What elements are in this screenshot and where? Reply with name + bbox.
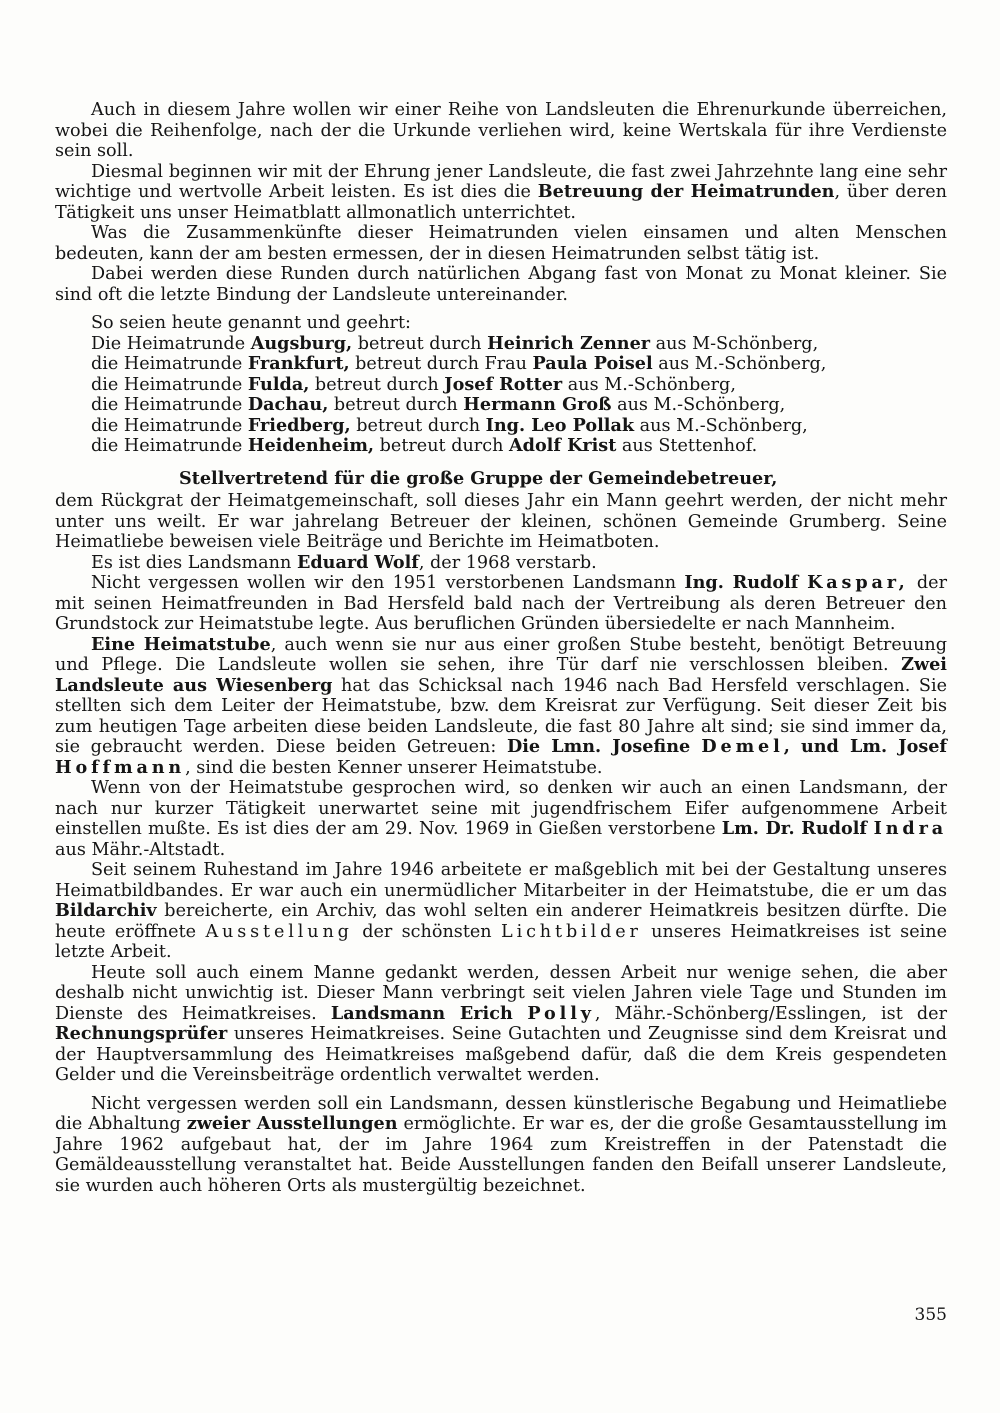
list-item: Die Heimatrunde Augsburg, betreut durch Heinrich Zenner aus M-Schönberg, <box>91 332 819 354</box>
paragraph-bildarchiv: Seit seinem Ruhestand im Jahre 1946 arbeitete er maßgeblich mit bei der Gestaltung unseres Heimatbildbandes. Er war auch ein unermüdlicher Mitarbeiter in der Heimatstube, die er um das Bildarchiv bereicherte, ein Archiv, das wohl selten ein anderer Heimatkreis besitzen dürfte. Die heute eröffnete Ausstellung der schönsten Lichtbilder unseres Heimatkreises ist seine letzte Arbeit. <box>55 860 947 962</box>
paragraph-eduard-wolf: Es ist dies Landsmann Eduard Wolf, der 1968 verstarb. <box>91 551 597 573</box>
paragraph-indra: Wenn von der Heimatstube gesprochen wird, so denken wir auch an einen Landsmann, der nach nur kurzer Tätigkeit unerwartet seine mit jugendfrischem Eifer aufgenommene Arbeit einstellen mußte. Es ist dies der am 29. Nov. 1969 in Gießen verstorbene Lm. Dr. Rudolf Indra aus Mähr.-Altstadt. <box>55 778 947 860</box>
body-text <box>55 100 947 1196</box>
section-heading: Stellvertretend für die große Gruppe der Gemeindebetreuer, <box>179 467 778 489</box>
list-item: die Heimatrunde Fulda, betreut durch Josef Rotter aus M.-Schönberg, <box>91 373 736 395</box>
paragraph-kaspar: Nicht vergessen wollen wir den 1951 verstorbenen Landsmann Ing. Rudolf Kaspar, der mit seinen Heimatfreunden in Bad Hersfeld bald nach der Vertreibung als deren Betreuer den Grundstock zur Heimatstube legte. Aus beruflichen Gründen übersiedelte er nach Mannheim. <box>55 572 948 634</box>
list-item: die Heimatrunde Heidenheim, betreut durch Adolf Krist aus Stettenhof. <box>91 435 758 456</box>
paragraph-rueckgrat: dem Rückgrat der Heimatgemeinschaft, soll dieses Jahr ein Mann geehrt werden, der nicht mehr unter uns weilt. Er war jahrelang Betreuer der kleinen, schönen Gemeinde Grumberg. Seine Heimatliebe beweisen viele Beiträge und Berichte im Heimatboten. <box>55 491 947 552</box>
paragraph-abgang: Dabei werden diese Runden durch natürlichen Abgang fast von Monat zu Monat kleiner. Sie sind oft die letzte Bindung der Landsleute untereinander. <box>55 264 947 305</box>
list-item: die Heimatrunde Dachau, betreut durch Hermann Groß aus M.-Schönberg, <box>91 394 786 415</box>
list-item: die Heimatrunde Friedberg, betreut durch Ing. Leo Pollak aus M.-Schönberg, <box>91 414 808 436</box>
list-item: die Heimatrunde Frankfurt, betreut durch Frau Paula Poisel aus M.-Schönberg, <box>91 353 827 374</box>
paragraph-ausstellungen: Nicht vergessen werden soll ein Landsmann, dessen künstlerische Begabung und Heimatliebe die Abhaltung zweier Ausstellungen ermöglichte. Er war es, der die große Gesamtausstellung im Jahre 1962 aufgebaut hat, der im Jahre 1964 zum Kreistreffen in der Patenstadt die Gemäldeausstellung veranstaltet hat. Beide Ausstellungen fanden den Beifall unserer Landsleute, sie wurden auch höheren Orts als mustergültig bezeichnet. <box>55 1093 947 1196</box>
emphasis-betreuung: Betreuung der Heimatrunden <box>537 181 835 202</box>
heimatrunden-list <box>91 334 947 457</box>
page-number: 355 <box>914 1305 947 1325</box>
paragraph-zusammenkuenfte: Was die Zusammenkünfte dieser Heimatrunden vielen einsamen und alten Menschen bedeuten, kann der am besten ermessen, der in diesen Heimatrunden selbst tätig ist. <box>55 223 947 264</box>
paragraph-heimatstube: Eine Heimatstube, auch wenn sie nur aus einer großen Stube besteht, benötigt Betreuung und Pflege. Die Landsleute wollen sie sehen, ihre Tür darf nie verschlossen bleiben. Zwei Landsleute aus Wiesenberg hat das Schicksal nach 1946 nach Bad Hersfeld verschlagen. Sie stellten sich dem Leiter der Heimatstube, bzw. dem Kreisrat zur Verfügung. Seit dieser Zeit bis zum heutigen Tage arbeiten diese beiden Landsleute, die fast 80 Jahre alt sind; sie sind immer da, sie gebraucht werden. Diese beiden Getreuen: Die Lmn. Josefine Demel, und Lm. Josef Hoffmann, sind die besten Kenner unserer Heimatstube. <box>55 633 948 778</box>
paragraph-genannt: So seien heute genannt und geehrt: <box>91 313 411 333</box>
paragraph-heimatrunden: Diesmal beginnen wir mit der Ehrung jener Landsleute, die fast zwei Jahrzehnte lang eine sehr wichtige und wertvolle Arbeit leisten. Es ist dies die Betreuung der Heimatrunden, über deren Tätigkeit uns unser Heimatblatt allmonatlich unterrichtet. <box>55 161 947 223</box>
paragraph-polly: Heute soll auch einem Manne gedankt werden, dessen Arbeit nur wenige sehen, die aber deshalb nicht unwichtig ist. Dieser Mann verbringt seit vielen Jahren viele Tage und Stunden im Dienste des Heimatkreises. Landsmann Erich Polly, Mähr.-Schönberg/Esslingen, ist der Rechnungsprüfer unseres Heimatkreises. Seine Gutachten und Zeugnisse sind dem Kreisrat und der Hauptversammlung des Heimatkreises maßgebend dafür, daß die dem Kreis gespendeten Gelder und die Vereinsbeiträge ordentlich verwaltet werden. <box>55 962 947 1085</box>
paragraph-intro: Auch in diesem Jahre wollen wir einer Reihe von Landsleuten die Ehrenurkunde überreichen, wobei die Reihenfolge, nach der die Urkunde verliehen wird, keine Wertskala für ihre Verdienste sein soll. <box>55 100 947 161</box>
